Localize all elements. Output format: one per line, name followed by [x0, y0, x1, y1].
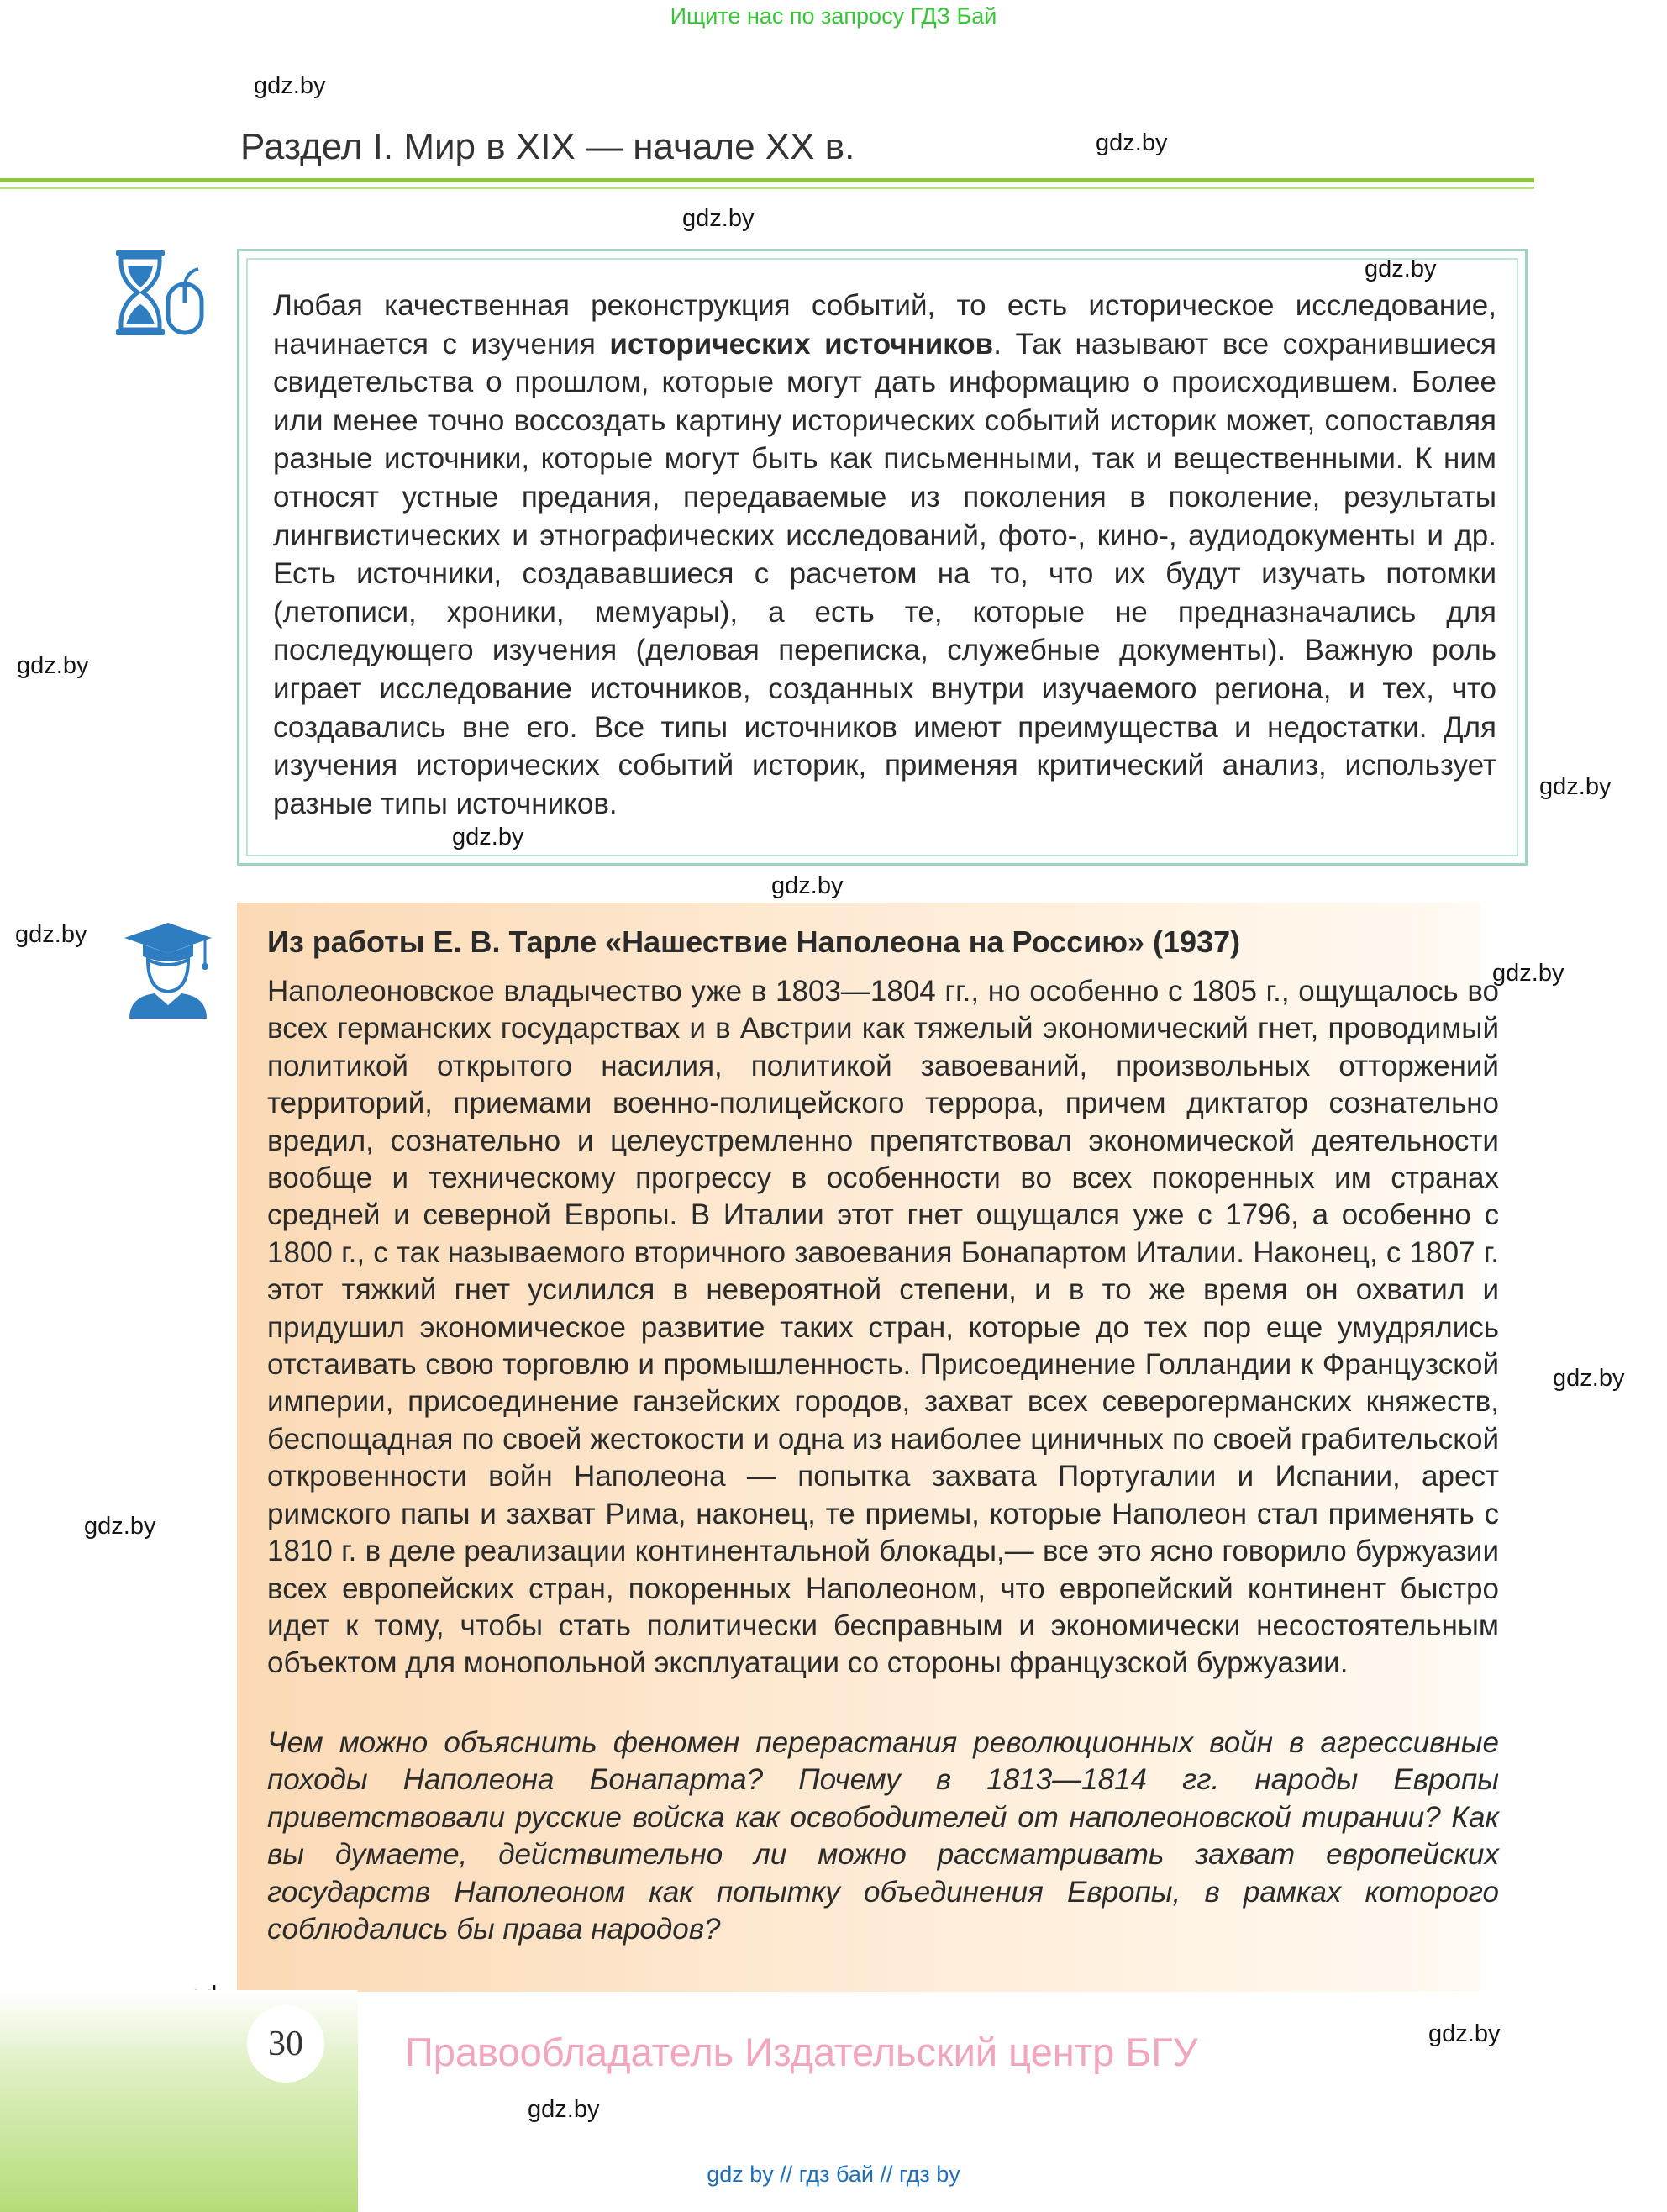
- definition-text: [273, 287, 1496, 823]
- watermark: gdz.by: [771, 872, 844, 899]
- source-questions: Чем можно объяснить феномен перерастания революционных войн в агрессивные походы Наполеона Бонапарта? Почему в 1813—1814 гг. народы Европы приветствовали русские войска как освободителей от наполеоновской тирании? Как вы думаете, действительно ли можно рассматривать захват европейских государств Наполеоном как попытку объединения Европы, в рамках которого соблюдались бы права народов?: [267, 1726, 1499, 1946]
- watermark: gdz.by: [1428, 2020, 1501, 2047]
- watermark: gdz.by: [452, 824, 524, 851]
- hourglass-mouse-icon: [114, 249, 215, 350]
- watermark: gdz.by: [682, 205, 755, 232]
- watermark: gdz.by: [254, 72, 326, 99]
- watermark: gdz.by: [1539, 773, 1612, 800]
- watermark: gdz.by: [17, 652, 89, 679]
- definition-text-part: Любая качественная реконструкция событий, то есть историческое исследование, начинается с изучения: [273, 289, 1496, 361]
- source-title: Из работы Е. В. Тарле «Нашествие Наполеона на Россию» (1937): [267, 924, 1241, 959]
- watermark: gdz.by: [1365, 255, 1437, 282]
- rights-holder: Правообладатель Издательский центр БГУ: [405, 2030, 1198, 2074]
- source-excerpt-box: [237, 903, 1499, 1992]
- section-title: Раздел I. Мир в XIX — начале XX в.: [240, 126, 855, 167]
- source-text: Наполеоновское владычество уже в 1803—1804 гг., но особенно с 1805 г., ощущалось во всех германских государствах и в Австрии как тяжелый экономический гнет, проводимый политикой открытого насилия, политикой завоеваний, произвольных отторжений территорий, приемами военно-полицейского террора, причем диктатор сознательно вредил, сознательно и целеустремленно препятствовал экономической деятельности вообще и техническому прогрессу в особенности во всех покоренных им странах средней и северной Европы. В Италии этот гнет ощущался уже с 1796, а особенно с 1800 г., с так называемого вторичного завоевания Бонапартом Италии. Наконец, с 1807 г. этот тяжкий гнет усилился в невероятной степени, и в то же время он охватил и придушил экономическое развитие таких стран, которые до тех пор еще умудрялись отстаивать свою торговлю и промышленность. Присоединение Голландии к Французской империи, присоединение ганзейских городов, захват всех северогерманских княжеств, беспощадная по своей жестокости и одна из наиболее циничных по своей грабительской откровенности войн Наполеона — попытка захвата Португалии и Испании, арест римского папы и захват Рима, наконец, те приемы, которые Наполеон стал применять с 1810 г. в деле реализации континентальной блокады,— все это ясно говорило буржуазии всех европейских стран, покоренных Наполеоном, что европейский континент быстро идет к тому, чтобы стать политически бесправным и экономически несостоятельным объектом для монопольной эксплуатации со стороны французской буржуазии.: [267, 975, 1499, 1680]
- watermark: gdz.by: [1492, 960, 1564, 987]
- header-rule-thin: [0, 187, 1534, 189]
- definition-box: [237, 249, 1528, 866]
- watermark: gdz.by: [1553, 1365, 1625, 1392]
- historical-sources-term: исторических источников: [609, 327, 994, 361]
- watermark: gdz.by: [84, 1513, 156, 1540]
- bottom-links[interactable]: gdz by // гдз бай // гдз by: [707, 2162, 960, 2187]
- definition-text-part: . Так называют все сохранившиеся свидетельства о прошлом, которые могут дать информацию о происходившем. Более или менее точно воссоздать картину исторических событий историк может, сопоставляя разные источники, которые могут быть как письменными, так и вещественными. К ним относят устные предания, передаваемые из поколения в поколение, результаты лингвистических и этнографических исследований, фото-, кино-, аудиодокументы и др. Есть источники, создававшиеся с расчетом на то, что их будут изучать потомки (летописи, хроники, мемуары), а есть те, которые не предназначались для последующего изучения (деловая переписка, служебные документы). Важную роль играет исследование источников, созданных внутри изучаемого региона, и тех, что создавались вне его. Все типы источников имеют преимущества и недостатки. Для изучения исторических событий историк, применяя критический анализ, использует разные типы источников.: [273, 327, 1496, 820]
- watermark: gdz.by: [15, 921, 87, 948]
- watermark: gdz.by: [528, 2096, 600, 2123]
- header-rule: [0, 178, 1534, 182]
- scholar-graduate-icon: [118, 918, 218, 1019]
- page-number: 30: [247, 2005, 324, 2083]
- watermark: gdz.by: [1096, 129, 1168, 156]
- top-banner: Ищите нас по запросу ГДЗ Бай: [670, 3, 997, 29]
